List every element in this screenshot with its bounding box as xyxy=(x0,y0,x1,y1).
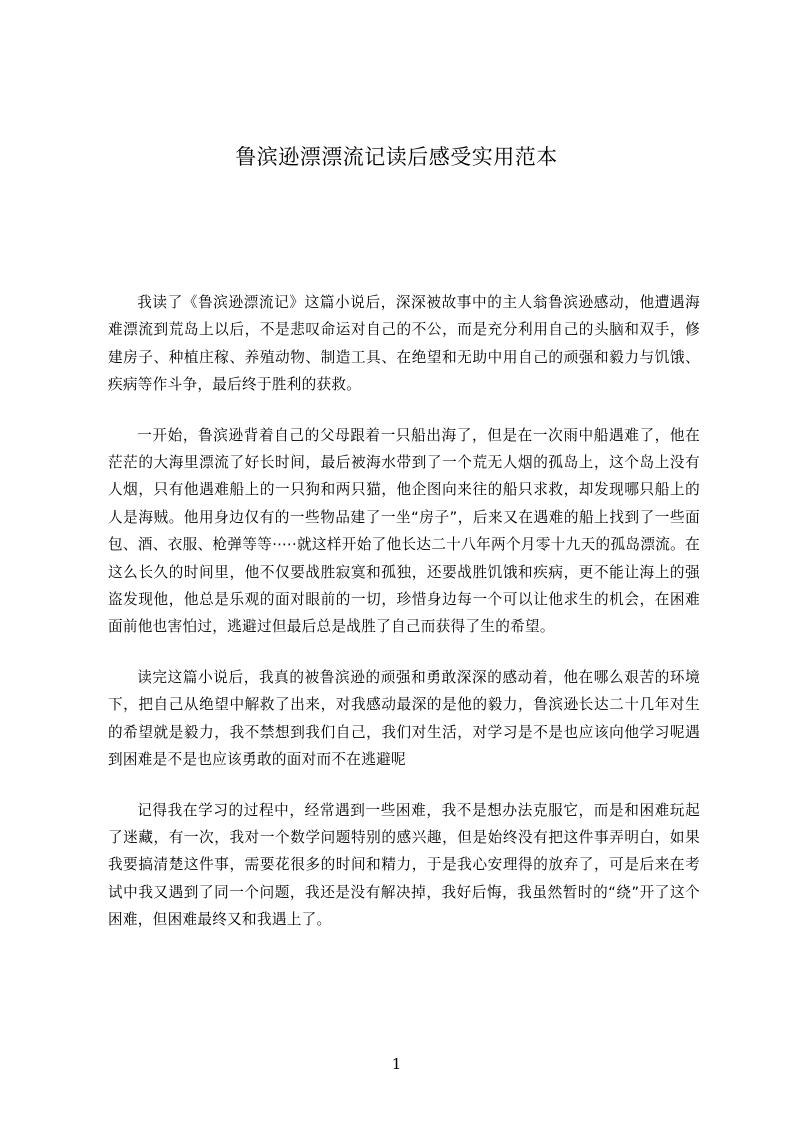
paragraph-4: 记得我在学习的过程中，经常遇到一些困难，我不是想办法克服它，而是和困难玩起了迷藏，有一次，我对一个数学问题特别的感兴趣，但是始终没有把这件事弄明白，如果我要搞清楚这件事，需要花很多的时间和精力，于是我心安理得的放弃了，可是后来在考试中我又遇到了同一个问题，我还是没有解决掉，我好后悔，我虽然暂时的“绕”开了这个困难，但困难最终又和我遇上了。 xyxy=(108,801,700,929)
page-number: 1 xyxy=(391,1055,402,1073)
paragraph-3: 读完这篇小说后，我真的被鲁滨逊的顽强和勇敢深深的感动着，他在哪么艰苦的环境下，把自己从绝望中解救了出来，对我感动最深的是他的毅力，鲁滨逊长达二十几年对生的希望就是毅力，我不禁想到我们自己，我们对生活，对学习是不是也应该向他学习呢遇到困难是不是也应该勇敢的面对而不在逃避呢 xyxy=(108,668,700,769)
paragraph-2: 一开始，鲁滨逊背着自己的父母跟着一只船出海了，但是在一次雨中船遇难了，他在茫茫的大海里漂流了好长时间，最后被海水带到了一个荒无人烟的孤岛上，这个岛上没有人烟，只有他遇难船上的一只狗和两只猫，他企图向来往的船只求救，却发现哪只船上的人是海贼。他用身边仅有的一些物品建了一坐“房子”，后来又在遇难的船上找到了一些面包、酒、衣服、枪弹等等·⋯·就这样开始了他长达二十八年两个月零十九天的孤岛漂流。在这么长久的时间里，他不仅要战胜寂寞和孤独，还要战胜饥饿和疾病，更不能让海上的强盗发现他，他总是乐观的面对眼前的一切，珍惜身边每一个可以让他求生的机会，在困难面前他也害怕过，逃避过但最后总是战胜了自己而获得了生的希望。 xyxy=(108,426,700,636)
document-body xyxy=(108,289,700,957)
paragraph-1: 我读了《鲁滨逊漂流记》这篇小说后，深深被故事中的主人翁鲁滨逊感动，他遭遇海难漂流到荒岛上以后，不是悲叹命运对自己的不公，而是充分利用自己的头脑和双手，修建房子、种植庄稼、养殖动物、制造工具、在绝望和无助中用自己的顽强和毅力与饥饿、疾病等作斗争，最后终于胜利的获救。 xyxy=(108,294,700,394)
document-title: 鲁滨逊漂漂流记读后感受实用范本 xyxy=(235,145,558,169)
